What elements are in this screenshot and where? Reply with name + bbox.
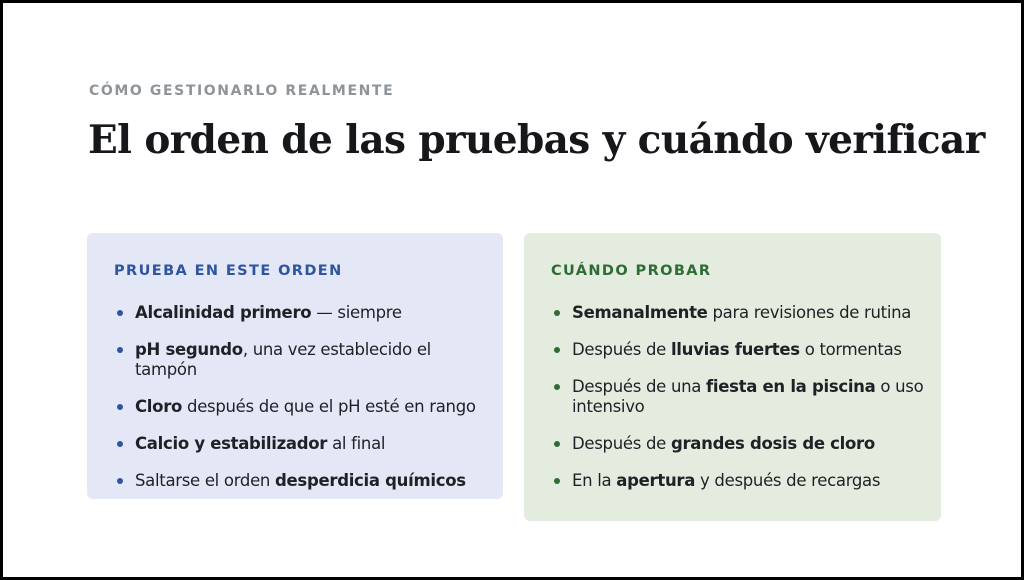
bullet-icon xyxy=(554,384,560,390)
list-item xyxy=(117,434,497,454)
item-text: al final xyxy=(327,434,386,453)
when-to-test-list xyxy=(554,303,935,508)
slide xyxy=(3,3,1021,577)
list-item xyxy=(117,340,497,380)
list-item xyxy=(117,397,497,417)
item-text: Después de xyxy=(572,434,671,453)
bullet-icon xyxy=(117,310,123,316)
item-text: o uso intensivo xyxy=(572,377,924,416)
when-to-test-card xyxy=(524,233,941,521)
test-order-list xyxy=(117,303,497,508)
item-bold-text: Calcio y estabilizador xyxy=(135,434,328,453)
item-bold-text: desperdicia químicos xyxy=(275,471,466,490)
bullet-icon xyxy=(554,347,560,353)
list-item xyxy=(554,471,935,491)
section-eyebrow: CÓMO GESTIONARLO REALMENTE xyxy=(89,83,395,99)
test-order-card xyxy=(87,233,503,499)
item-text: para revisiones de rutina xyxy=(707,303,912,322)
item-bold-text: pH segundo xyxy=(135,340,243,359)
item-text: Después de una xyxy=(572,377,707,396)
item-bold-text: Alcalinidad primero xyxy=(135,303,312,322)
list-item xyxy=(554,340,935,360)
item-text: después de que el pH esté en rango xyxy=(182,397,476,416)
bullet-icon xyxy=(554,441,560,447)
bullet-icon xyxy=(117,347,123,353)
item-text: , una vez establecido el tampón xyxy=(135,340,431,379)
bullet-icon xyxy=(117,404,123,410)
bullet-icon xyxy=(117,478,123,484)
item-text: Después de xyxy=(572,340,671,359)
test-order-heading: PRUEBA EN ESTE ORDEN xyxy=(114,263,343,279)
item-bold-text: Cloro xyxy=(135,397,183,416)
item-text: — siempre xyxy=(311,303,402,322)
item-text: En la xyxy=(572,471,617,490)
item-text: o tormentas xyxy=(799,340,902,359)
bullet-icon xyxy=(117,441,123,447)
item-text: Saltarse el orden xyxy=(135,471,276,490)
slide-title: El orden de las pruebas y cuándo verificar xyxy=(88,117,985,163)
list-item xyxy=(554,303,935,323)
item-text: y después de recargas xyxy=(695,471,881,490)
bullet-icon xyxy=(554,478,560,484)
list-item xyxy=(554,434,935,454)
item-bold-text: fiesta en la piscina xyxy=(706,377,876,396)
item-bold-text: lluvias fuertes xyxy=(670,340,800,359)
list-item xyxy=(117,471,497,491)
list-item xyxy=(117,303,497,323)
bullet-icon xyxy=(554,310,560,316)
when-to-test-heading: CUÁNDO PROBAR xyxy=(551,263,712,279)
item-bold-text: apertura xyxy=(616,471,696,490)
item-bold-text: Semanalmente xyxy=(572,303,708,322)
item-bold-text: grandes dosis de cloro xyxy=(670,434,875,453)
list-item xyxy=(554,377,935,417)
